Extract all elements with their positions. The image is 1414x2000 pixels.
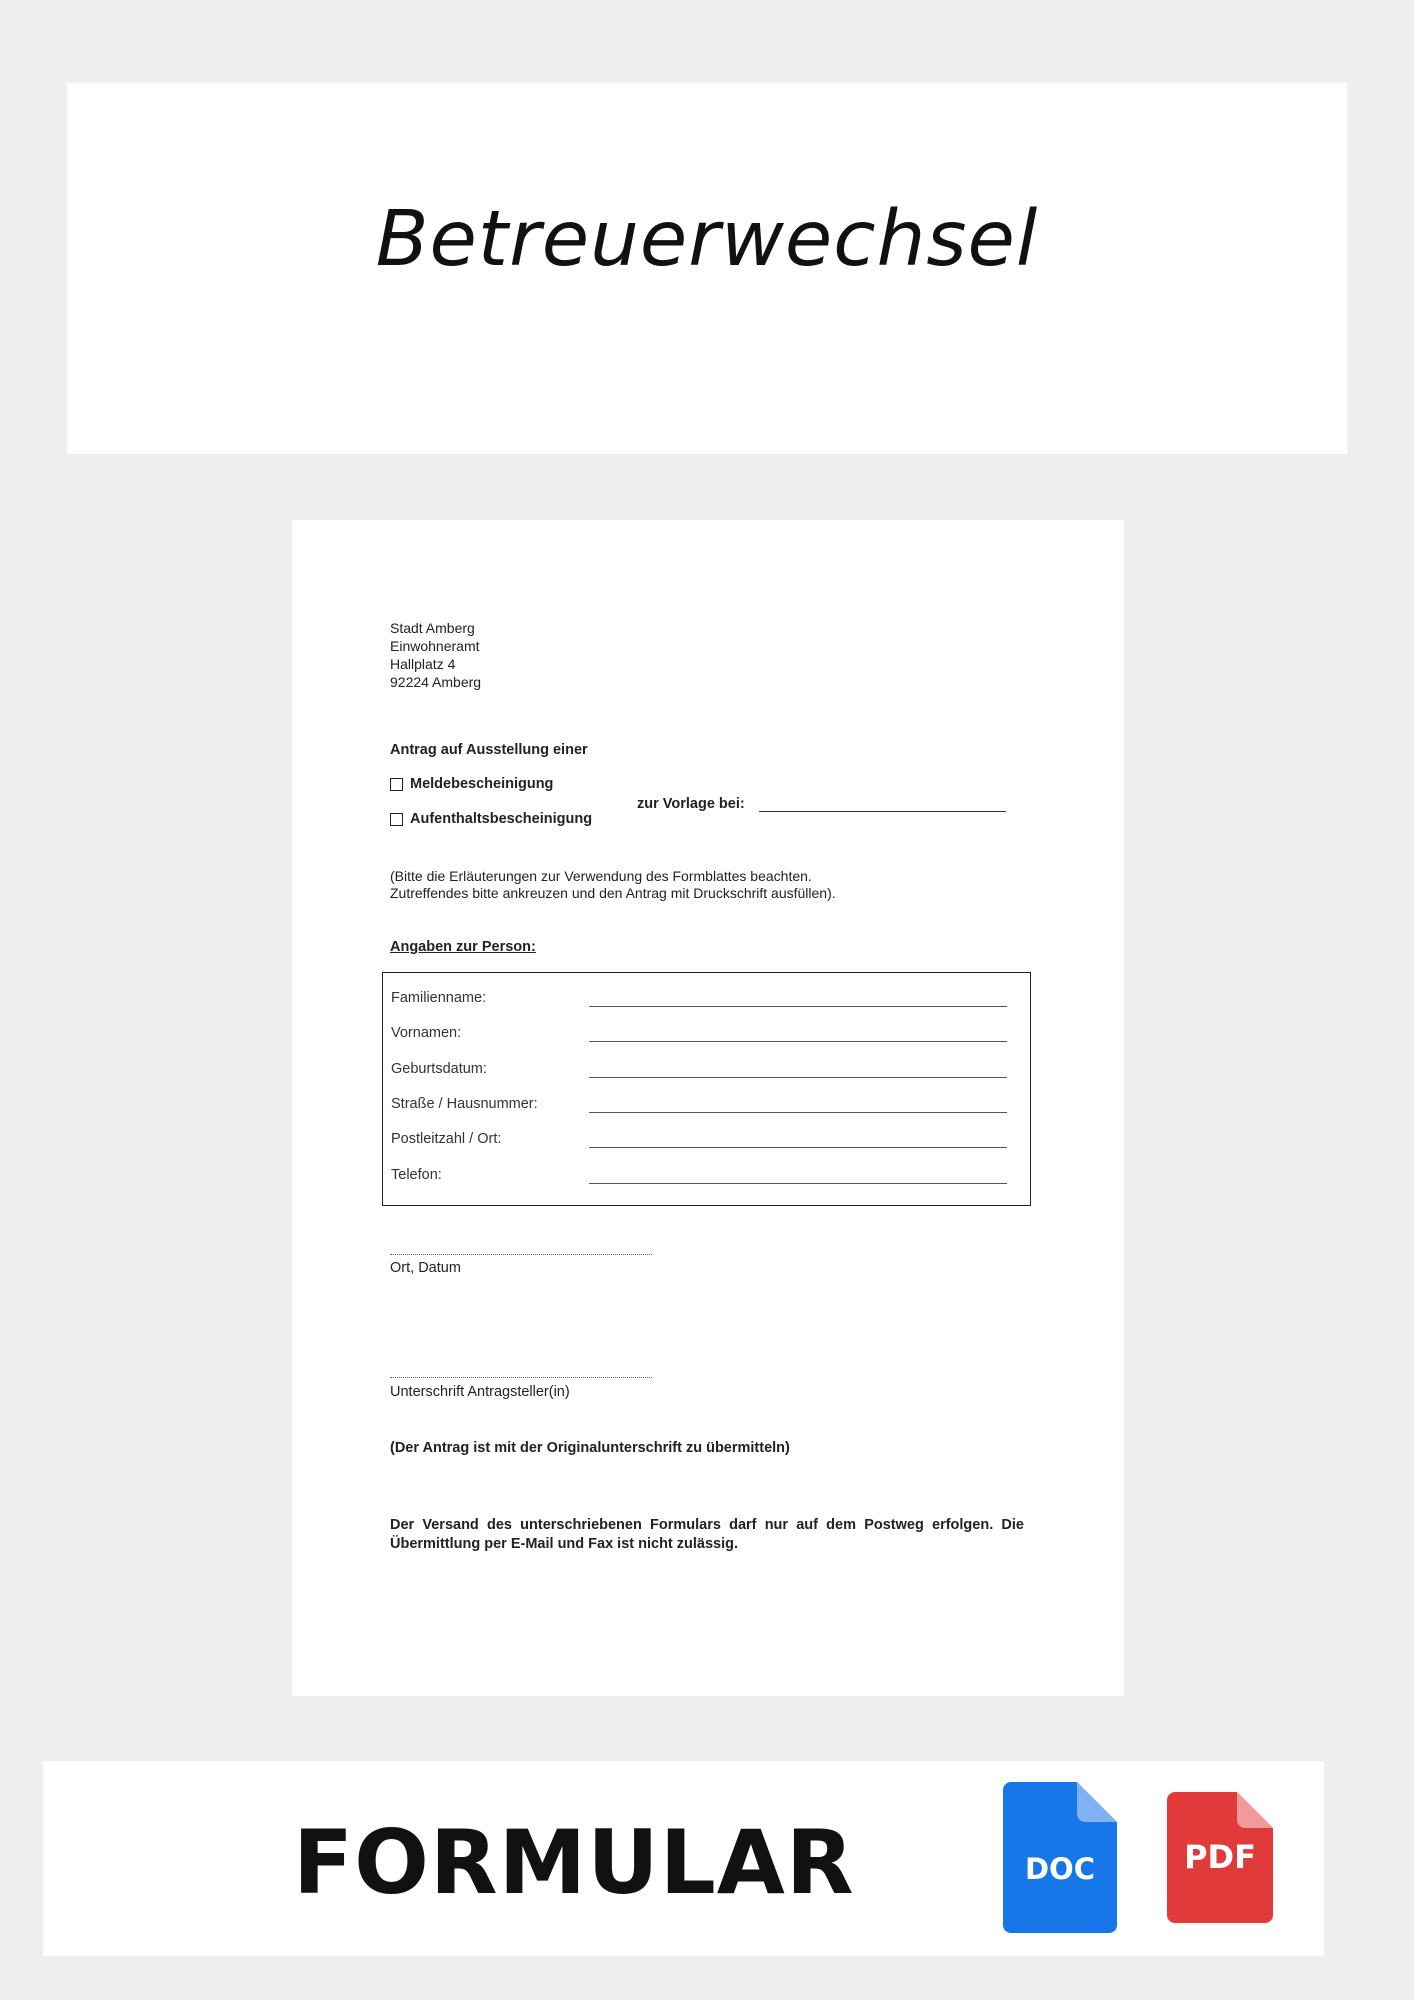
- ort-datum-label: Ort, Datum: [390, 1260, 461, 1276]
- field-input-line[interactable]: [589, 1006, 1007, 1007]
- vorlage-input-line[interactable]: [759, 811, 1006, 812]
- signature-label: Unterschrift Antragsteller(in): [390, 1384, 570, 1400]
- page-title: Betreuerwechsel: [375, 195, 1039, 284]
- shipping-note: Der Versand des unterschriebenen Formulars darf nur auf dem Postweg erfolgen. Die Übermittlung per E-Mail und Fax ist nicht zulässig.: [390, 1517, 1024, 1552]
- field-input-line[interactable]: [589, 1183, 1007, 1184]
- vorlage-label: zur Vorlage bei:: [637, 796, 745, 812]
- field-vornamen[interactable]: [383, 1025, 1030, 1045]
- signature-line[interactable]: [390, 1377, 652, 1378]
- field-label: Telefon:: [391, 1167, 442, 1183]
- checkbox-icon[interactable]: [390, 778, 403, 791]
- pdf-icon-text: PDF: [1184, 1838, 1256, 1876]
- field-familienname[interactable]: [383, 990, 1030, 1010]
- field-plz-ort[interactable]: [383, 1131, 1030, 1151]
- field-label: Geburtsdatum:: [391, 1061, 487, 1077]
- address-line: 92224 Amberg: [390, 674, 482, 690]
- field-telefon[interactable]: [383, 1167, 1030, 1187]
- field-input-line[interactable]: [589, 1147, 1007, 1148]
- address-line: Einwohneramt: [390, 638, 480, 654]
- address-line: Stadt Amberg: [390, 620, 475, 636]
- doc-file-icon[interactable]: [1003, 1782, 1117, 1933]
- option-label: Aufenthaltsbescheinigung: [410, 811, 593, 827]
- application-heading: Antrag auf Ausstellung einer: [390, 742, 588, 758]
- person-heading: Angaben zur Person:: [390, 939, 536, 955]
- field-label: Familienname:: [391, 990, 487, 1006]
- doc-icon-text: DOC: [1024, 1852, 1095, 1886]
- field-label: Postleitzahl / Ort:: [391, 1131, 502, 1147]
- field-geburtsdatum[interactable]: [383, 1061, 1030, 1081]
- option-aufenthaltsbescheinigung[interactable]: [390, 811, 592, 827]
- address-line: Hallplatz 4: [390, 656, 456, 672]
- field-input-line[interactable]: [589, 1077, 1007, 1078]
- person-fields-box: [382, 972, 1031, 1206]
- instructions-line-2: Zutreffendes bitte ankreuzen und den Antrag mit Druckschrift ausfüllen).: [390, 885, 836, 901]
- option-meldebescheinigung[interactable]: [390, 776, 553, 792]
- instructions-line-1: (Bitte die Erläuterungen zur Verwendung des Formblattes beachten.: [390, 868, 812, 884]
- footer-card: [43, 1761, 1324, 1956]
- field-label: Vornamen:: [391, 1025, 462, 1041]
- recipient-address: [390, 619, 481, 691]
- field-label: Straße / Hausnummer:: [391, 1096, 538, 1112]
- original-signature-note: (Der Antrag ist mit der Originalunterschrift zu übermitteln): [390, 1440, 790, 1456]
- field-strasse[interactable]: [383, 1096, 1030, 1116]
- field-input-line[interactable]: [589, 1041, 1007, 1042]
- pdf-file-icon[interactable]: [1167, 1792, 1273, 1923]
- formular-label: FORMULAR: [293, 1811, 855, 1914]
- title-card: [67, 83, 1347, 454]
- checkbox-icon[interactable]: [390, 813, 403, 826]
- option-label: Meldebescheinigung: [410, 776, 554, 792]
- document-preview: [292, 520, 1124, 1696]
- ort-datum-line[interactable]: [390, 1254, 652, 1255]
- field-input-line[interactable]: [589, 1112, 1007, 1113]
